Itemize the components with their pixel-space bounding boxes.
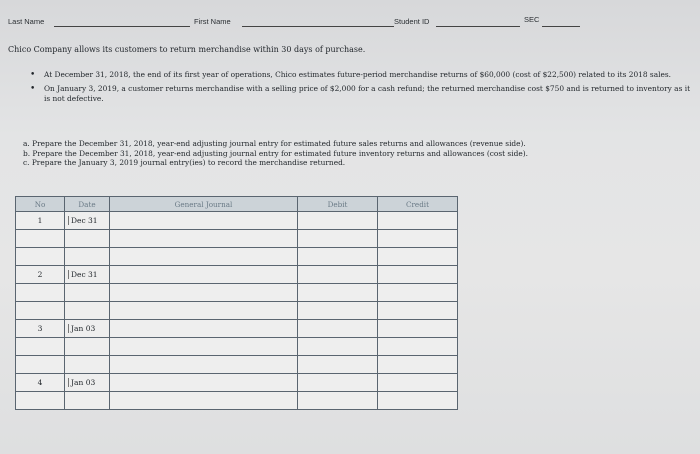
general-journal-cell[interactable] <box>110 320 298 338</box>
credit-cell[interactable] <box>378 392 458 410</box>
entry-number-cell <box>16 284 65 302</box>
date-cell[interactable] <box>65 374 110 392</box>
table-row <box>16 374 458 392</box>
credit-cell[interactable] <box>378 302 458 320</box>
date-cell[interactable] <box>65 320 110 338</box>
entry-number-cell <box>16 356 65 374</box>
entry-number: 3 <box>37 324 43 333</box>
fact-item <box>30 70 698 81</box>
entry-number-cell <box>16 392 65 410</box>
date-cell[interactable] <box>65 212 110 230</box>
entry-date: Jan 03 <box>68 324 95 333</box>
debit-cell[interactable] <box>298 374 378 392</box>
general-journal-cell[interactable] <box>110 266 298 284</box>
entry-number-cell <box>16 374 65 392</box>
sec-field[interactable] <box>542 17 580 27</box>
table-header-row <box>16 197 458 212</box>
credit-cell[interactable] <box>378 266 458 284</box>
student-id-label: Student ID <box>394 17 430 26</box>
entry-number-cell <box>16 212 65 230</box>
entry-number: 2 <box>37 270 43 279</box>
entry-number-cell <box>16 302 65 320</box>
credit-cell[interactable] <box>378 230 458 248</box>
credit-cell[interactable] <box>378 212 458 230</box>
task-a: a. Prepare the December 31, 2018, year-end adjusting journal entry for estimated future sales returns and allowances (revenue side). <box>23 139 526 148</box>
table-row <box>16 266 458 284</box>
general-journal-cell[interactable] <box>110 392 298 410</box>
general-journal-cell[interactable] <box>110 284 298 302</box>
debit-cell[interactable] <box>298 302 378 320</box>
general-journal-cell[interactable] <box>110 302 298 320</box>
date-cell[interactable] <box>65 266 110 284</box>
table-row <box>16 356 458 374</box>
general-journal-table <box>15 196 458 410</box>
entry-number-cell <box>16 230 65 248</box>
table-row <box>16 302 458 320</box>
table-row <box>16 212 458 230</box>
date-cell[interactable] <box>65 356 110 374</box>
debit-cell[interactable] <box>298 284 378 302</box>
credit-cell[interactable] <box>378 320 458 338</box>
bullet-icon: • <box>30 70 36 80</box>
table-row <box>16 392 458 410</box>
fact-text: At December 31, 2018, the end of its first year of operations, Chico estimates future-period merchandise returns of $60,000 (cost of $22,500) related to its 2018 sales. <box>44 70 671 79</box>
date-cell[interactable] <box>65 284 110 302</box>
bullet-icon: • <box>30 83 36 94</box>
table-row <box>16 338 458 356</box>
last-name-label: Last Name <box>8 17 45 26</box>
fact-text: On January 3, 2019, a customer returns merchandise with a selling price of $2,000 for a cash refund; the returned merchandise cost $750 and is returned to inventory as it is not defective. <box>44 83 691 103</box>
debit-cell[interactable] <box>298 212 378 230</box>
table-row <box>16 284 458 302</box>
debit-cell[interactable] <box>298 248 378 266</box>
date-cell[interactable] <box>65 230 110 248</box>
task-list <box>23 139 528 168</box>
entry-number-cell <box>16 266 65 284</box>
facts-list <box>30 70 698 108</box>
last-name-field[interactable] <box>54 17 190 27</box>
student-id-field[interactable] <box>436 17 520 27</box>
col-header-general-journal: General Journal <box>110 197 298 212</box>
col-header-date: Date <box>65 197 110 212</box>
date-cell[interactable] <box>65 338 110 356</box>
date-cell[interactable] <box>65 302 110 320</box>
col-header-debit: Debit <box>298 197 378 212</box>
debit-cell[interactable] <box>298 320 378 338</box>
entry-date: Dec 31 <box>68 270 98 279</box>
student-info-header <box>8 17 700 31</box>
credit-cell[interactable] <box>378 338 458 356</box>
credit-cell[interactable] <box>378 374 458 392</box>
col-header-credit: Credit <box>378 197 458 212</box>
sec-label: SEC <box>524 15 540 24</box>
general-journal-cell[interactable] <box>110 212 298 230</box>
debit-cell[interactable] <box>298 356 378 374</box>
general-journal-cell[interactable] <box>110 230 298 248</box>
debit-cell[interactable] <box>298 266 378 284</box>
entry-number-cell <box>16 320 65 338</box>
entry-number-cell <box>16 338 65 356</box>
problem-intro: Chico Company allows its customers to return merchandise within 30 days of purchase. <box>8 45 366 54</box>
table-row <box>16 248 458 266</box>
first-name-label: First Name <box>194 17 231 26</box>
first-name-field[interactable] <box>242 17 394 27</box>
entry-number: 4 <box>37 378 43 387</box>
credit-cell[interactable] <box>378 284 458 302</box>
credit-cell[interactable] <box>378 248 458 266</box>
entry-date: Dec 31 <box>68 216 98 225</box>
general-journal-cell[interactable] <box>110 356 298 374</box>
task-c: c. Prepare the January 3, 2019 journal entry(ies) to record the merchandise returned. <box>23 158 346 167</box>
debit-cell[interactable] <box>298 392 378 410</box>
fact-item <box>30 84 698 105</box>
general-journal-cell[interactable] <box>110 248 298 266</box>
general-journal-cell[interactable] <box>110 338 298 356</box>
credit-cell[interactable] <box>378 356 458 374</box>
task-b: b. Prepare the December 31, 2018, year-end adjusting journal entry for estimated future inventory returns and allowances (cost side). <box>23 148 528 158</box>
date-cell[interactable] <box>65 392 110 410</box>
debit-cell[interactable] <box>298 230 378 248</box>
table-row <box>16 230 458 248</box>
debit-cell[interactable] <box>298 338 378 356</box>
col-header-no: No <box>16 197 65 212</box>
entry-number: 1 <box>37 216 43 225</box>
table-row <box>16 320 458 338</box>
general-journal-cell[interactable] <box>110 374 298 392</box>
date-cell[interactable] <box>65 248 110 266</box>
entry-number-cell <box>16 248 65 266</box>
entry-date: Jan 03 <box>68 378 95 387</box>
